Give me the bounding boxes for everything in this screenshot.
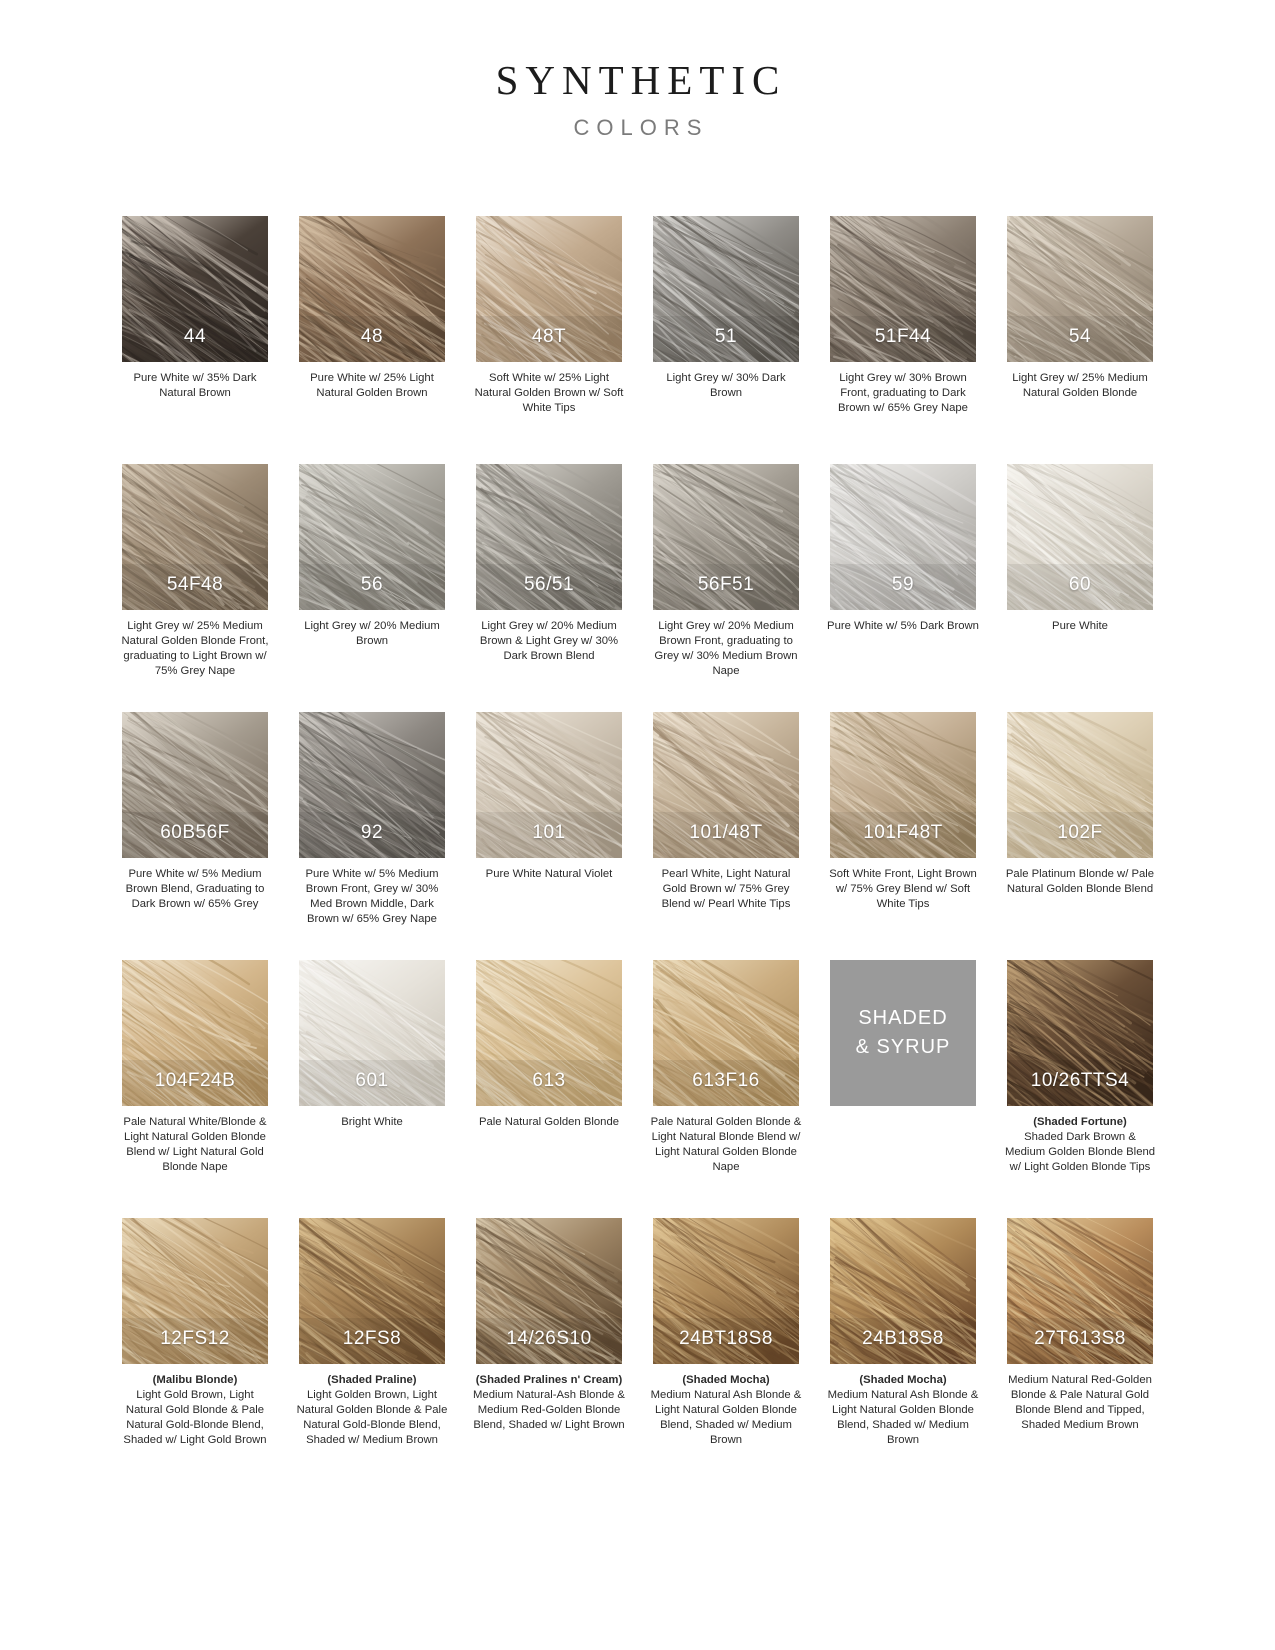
swatch-description: Pure White w/ 5% Medium Brown Blend, Graduating to Dark Brown w/ 65% Grey <box>125 868 265 910</box>
swatch-code-label: 613F16 <box>692 1070 760 1092</box>
swatch-caption <box>473 371 625 416</box>
swatch-image[interactable] <box>299 960 445 1106</box>
swatch-image[interactable] <box>476 216 622 362</box>
swatch-image[interactable] <box>653 216 799 362</box>
swatch-code-label: 613 <box>532 1070 566 1092</box>
swatch-code-label: 44 <box>183 326 207 348</box>
swatch-code-label: 56/51 <box>523 574 575 596</box>
swatch-caption <box>650 371 802 401</box>
color-swatch-cell[interactable] <box>653 712 799 960</box>
swatch-description: Light Grey w/ 20% Medium Brown Front, graduating to Grey w/ 30% Medium Brown Nape <box>654 620 798 677</box>
swatch-caption <box>119 371 271 401</box>
swatch-nickname: (Shaded Mocha) <box>859 1374 947 1387</box>
swatch-caption <box>473 867 625 882</box>
swatch-caption <box>1004 1115 1156 1175</box>
color-swatch-cell[interactable] <box>122 960 268 1218</box>
color-swatch-cell[interactable] <box>1007 712 1153 960</box>
swatch-description: Pure White Natural Violet <box>485 868 613 881</box>
color-swatch-cell[interactable] <box>296 1218 448 1476</box>
swatch-code-label: 104F24B <box>154 1070 236 1092</box>
swatch-description: Soft White Front, Light Brown w/ 75% Grey Blend w/ Soft White Tips <box>829 868 977 910</box>
swatch-caption <box>650 619 802 679</box>
swatch-code-label: 48 <box>360 326 384 348</box>
swatch-image[interactable] <box>830 712 976 858</box>
shaded-syrup-placeholder[interactable] <box>830 960 976 1106</box>
swatch-description: Pale Platinum Blonde w/ Pale Natural Golden Blonde Blend <box>1005 868 1155 895</box>
swatch-code-label: 56F51 <box>697 574 755 596</box>
swatch-code-label: 24B18S8 <box>862 1328 944 1350</box>
color-swatch-cell[interactable] <box>1007 464 1153 712</box>
swatch-image[interactable] <box>122 216 268 362</box>
swatch-description: Pure White w/ 35% Dark Natural Brown <box>133 372 257 399</box>
swatch-caption <box>650 867 802 912</box>
swatch-nickname: (Shaded Mocha) <box>682 1374 770 1387</box>
swatch-image[interactable] <box>122 1218 268 1364</box>
swatch-description: Medium Natural Red-Golden Blonde & Pale Natural Gold Blonde Blend and Tipped, Shaded Medium Brown <box>1008 1374 1152 1431</box>
swatch-image[interactable] <box>122 712 268 858</box>
color-swatch-grid <box>108 141 1168 1476</box>
swatch-code-label: 51F44 <box>874 326 932 348</box>
swatch-image[interactable] <box>122 464 268 610</box>
swatch-code-label: 27T613S8 <box>1034 1328 1126 1350</box>
color-swatch-cell[interactable] <box>827 1218 979 1476</box>
swatch-caption <box>119 1115 271 1175</box>
swatch-image[interactable] <box>476 960 622 1106</box>
page-subtitle: COLORS <box>573 115 709 141</box>
swatch-caption <box>827 371 979 416</box>
swatch-description: Shaded Dark Brown & Medium Golden Blonde Blend w/ Light Golden Blonde Tips <box>1004 1131 1156 1173</box>
placeholder-label <box>856 1004 951 1062</box>
swatch-image[interactable] <box>830 216 976 362</box>
swatch-code-label: 12FS12 <box>160 1328 230 1350</box>
swatch-code-label: 101F48T <box>863 822 943 844</box>
swatch-description: Light Grey w/ 30% Brown Front, graduating to Dark Brown w/ 65% Grey Nape <box>838 372 968 414</box>
swatch-image[interactable] <box>299 464 445 610</box>
swatch-description: Medium Natural Ash Blonde & Light Natural Golden Blonde Blend, Shaded w/ Medium Brown <box>650 1389 802 1446</box>
swatch-caption <box>827 867 979 912</box>
swatch-image[interactable] <box>122 960 268 1106</box>
color-swatch-cell[interactable] <box>476 960 622 1218</box>
swatch-caption <box>1004 1373 1156 1433</box>
color-swatch-cell[interactable] <box>476 712 622 960</box>
swatch-description: Pure White w/ 5% Medium Brown Front, Grey w/ 30% Med Brown Middle, Dark Brown w/ 65% Grey Nape <box>305 868 439 925</box>
color-swatch-cell[interactable] <box>299 960 445 1218</box>
swatch-image[interactable] <box>653 960 799 1106</box>
swatch-description: Bright White <box>341 1116 403 1129</box>
swatch-image[interactable] <box>830 464 976 610</box>
color-swatch-cell[interactable] <box>653 216 799 464</box>
swatch-image[interactable] <box>1007 464 1153 610</box>
swatch-nickname: (Malibu Blonde) <box>152 1374 238 1387</box>
swatch-image[interactable] <box>1007 216 1153 362</box>
swatch-image[interactable] <box>653 464 799 610</box>
swatch-description: Soft White w/ 25% Light Natural Golden Brown w/ Soft White Tips <box>474 372 624 414</box>
swatch-caption <box>119 619 271 679</box>
swatch-caption <box>827 619 979 634</box>
swatch-image[interactable] <box>476 1218 622 1364</box>
swatch-description: Light Golden Brown, Light Natural Golden Blonde & Pale Natural Gold-Blonde Blend, Shaded w/ Medium Brown <box>296 1389 448 1446</box>
color-swatch-cell[interactable] <box>830 712 976 960</box>
color-swatch-cell[interactable] <box>1007 1218 1153 1476</box>
swatch-code-label: 24BT18S8 <box>679 1328 773 1350</box>
swatch-caption <box>1004 867 1156 897</box>
color-swatch-cell[interactable] <box>473 1218 625 1476</box>
placeholder-line-1: SHADED <box>858 1007 948 1030</box>
swatch-code-label: 60 <box>1068 574 1092 596</box>
swatch-code-label: 102F <box>1057 822 1103 844</box>
swatch-description: Pure White <box>1052 620 1108 633</box>
swatch-caption <box>473 1373 625 1433</box>
swatch-caption <box>296 619 448 649</box>
swatch-caption <box>650 1373 802 1448</box>
color-swatch-cell[interactable] <box>299 712 445 960</box>
swatch-description: Light Grey w/ 20% Medium Brown <box>304 620 440 647</box>
swatch-image[interactable] <box>1007 1218 1153 1364</box>
color-swatch-cell[interactable] <box>122 464 268 712</box>
page-title: SYNTHETIC <box>495 57 787 103</box>
swatch-description: Medium Natural Ash Blonde & Light Natural Golden Blonde Blend, Shaded w/ Medium Brown <box>827 1389 979 1446</box>
swatch-code-label: 60B56F <box>160 822 230 844</box>
swatch-caption <box>296 371 448 401</box>
swatch-nickname: (Shaded Pralines n' Cream) <box>475 1374 623 1387</box>
swatch-code-label: 101 <box>532 822 566 844</box>
swatch-caption <box>1004 619 1156 634</box>
color-swatch-cell[interactable] <box>1007 216 1153 464</box>
swatch-description: Light Gold Brown, Light Natural Gold Blonde & Pale Natural Gold-Blonde Blend, Shaded w/ Light Gold Brown <box>123 1389 267 1446</box>
swatch-nickname: (Shaded Praline) <box>327 1374 417 1387</box>
color-swatch-cell[interactable] <box>299 464 445 712</box>
swatch-caption <box>473 619 625 664</box>
swatch-caption <box>296 1373 448 1448</box>
swatch-image[interactable] <box>1007 712 1153 858</box>
swatch-description: Light Grey w/ 25% Medium Natural Golden Blonde Front, graduating to Light Brown w/ 75% Grey Nape <box>121 620 269 677</box>
swatch-image[interactable] <box>830 1218 976 1364</box>
color-swatch-cell[interactable] <box>476 464 622 712</box>
swatch-image[interactable] <box>299 1218 445 1364</box>
swatch-description: Pale Natural Golden Blonde <box>478 1116 620 1129</box>
swatch-caption <box>296 867 448 927</box>
color-swatch-cell[interactable] <box>1004 960 1156 1218</box>
swatch-code-label: 12FS8 <box>342 1328 402 1350</box>
swatch-caption <box>1004 371 1156 401</box>
color-swatch-cell[interactable] <box>299 216 445 464</box>
swatch-description: Light Grey w/ 20% Medium Brown & Light Grey w/ 30% Dark Brown Blend <box>479 620 619 662</box>
swatch-description: Pearl White, Light Natural Gold Brown w/ 75% Grey Blend w/ Pearl White Tips <box>661 868 791 910</box>
swatch-image[interactable] <box>299 216 445 362</box>
swatch-caption <box>119 1373 271 1448</box>
swatch-description: Pure White w/ 25% Light Natural Golden Brown <box>310 372 434 399</box>
swatch-caption <box>119 867 271 912</box>
swatch-code-label: 101/48T <box>689 822 763 844</box>
color-swatch-cell[interactable] <box>650 1218 802 1476</box>
swatch-caption <box>296 1115 448 1130</box>
swatch-code-label: 601 <box>355 1070 389 1092</box>
swatch-code-label: 51 <box>714 326 738 348</box>
swatch-code-label: 10/26TTS4 <box>1030 1070 1130 1092</box>
swatch-description: Light Grey w/ 30% Dark Brown <box>666 372 786 399</box>
swatch-caption <box>650 1115 802 1175</box>
color-swatch-cell[interactable] <box>653 464 799 712</box>
color-swatch-cell[interactable] <box>476 216 622 464</box>
color-swatch-cell[interactable] <box>122 712 268 960</box>
swatch-code-label: 59 <box>891 574 915 596</box>
swatch-description: Medium Natural-Ash Blonde & Medium Red-Golden Blonde Blend, Shaded w/ Light Brown <box>473 1389 625 1431</box>
swatch-caption <box>473 1115 625 1130</box>
swatch-image[interactable] <box>476 464 622 610</box>
color-swatch-cell[interactable] <box>122 216 268 464</box>
swatch-code-label: 56 <box>360 574 384 596</box>
swatch-code-label: 54 <box>1068 326 1092 348</box>
swatch-description: Pure White w/ 5% Dark Brown <box>827 620 979 633</box>
swatch-description: Pale Natural Golden Blonde & Light Natural Blonde Blend w/ Light Natural Golden Blonde Nape <box>650 1116 802 1173</box>
swatch-code-label: 54F48 <box>166 574 224 596</box>
swatch-code-label: 92 <box>360 822 384 844</box>
swatch-description: Light Grey w/ 25% Medium Natural Golden Blonde <box>1012 372 1148 399</box>
placeholder-line-2: & SYRUP <box>855 1036 951 1059</box>
color-swatch-cell[interactable] <box>122 1218 268 1476</box>
swatch-image[interactable] <box>299 712 445 858</box>
swatch-image[interactable] <box>476 712 622 858</box>
swatch-caption <box>827 1373 979 1448</box>
swatch-image[interactable] <box>653 712 799 858</box>
color-swatch-cell[interactable] <box>830 960 976 1218</box>
page-header <box>0 0 1275 141</box>
swatch-description: Pale Natural White/Blonde & Light Natural Golden Blonde Blend w/ Light Natural Gold Blonde Nape <box>123 1116 267 1173</box>
swatch-nickname: (Shaded Fortune) <box>1033 1116 1127 1129</box>
color-swatch-cell[interactable] <box>650 960 802 1218</box>
swatch-image[interactable] <box>653 1218 799 1364</box>
swatch-image[interactable] <box>1007 960 1153 1106</box>
swatch-code-label: 48T <box>531 326 567 348</box>
color-swatch-cell[interactable] <box>830 216 976 464</box>
swatch-code-label: 14/26S10 <box>506 1328 592 1350</box>
color-swatch-cell[interactable] <box>827 464 979 712</box>
